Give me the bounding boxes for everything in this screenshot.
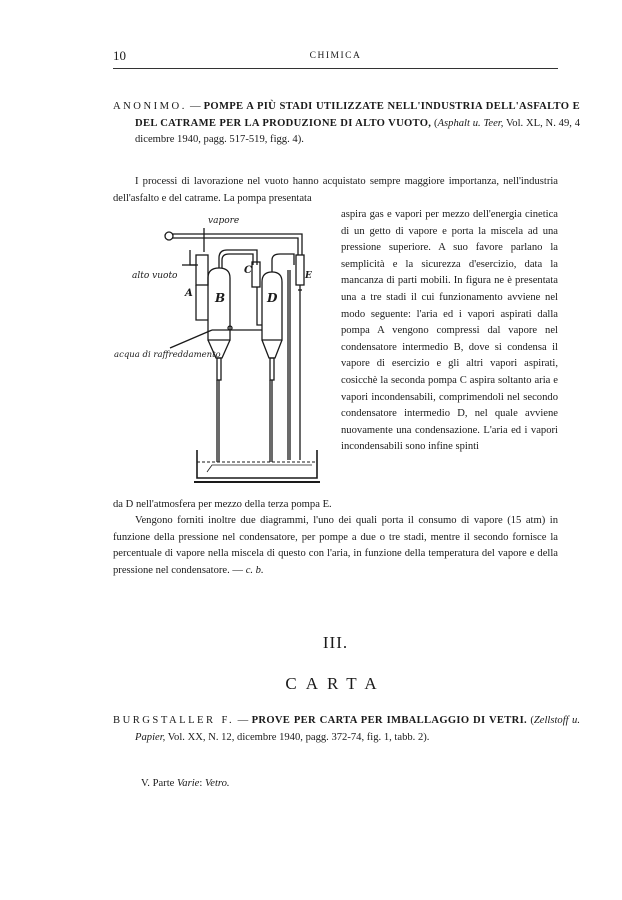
- label-d: D: [267, 291, 278, 305]
- label-alto-vuoto: alto vuoto: [132, 271, 178, 281]
- header-rule: [113, 68, 558, 69]
- pump-diagram: [112, 210, 337, 500]
- section-title: CARTA: [285, 674, 386, 693]
- entry2-author: BURGSTALLER F.: [113, 715, 235, 726]
- entry1-title: POMPE A PIÙ STADI UTILIZZATE NELL'INDUSTRIA DELL'ASFALTO E DEL CATRAME PER LA PRODUZIONE DI ALTO VUOTO,: [135, 101, 580, 129]
- note-prefix: V. Parte: [141, 778, 177, 789]
- entry1-journal: Asphalt u. Teer,: [437, 117, 504, 129]
- running-head: CHIMICA: [309, 51, 362, 61]
- label-a: A: [185, 288, 193, 299]
- entry1-ref-open: (: [434, 117, 438, 129]
- entry1-dash: —: [189, 101, 201, 112]
- entry1-paragraph-1-wrap: aspira gas e vapori per mezzo dell'energia cinetica di un getto di vapore e porta la miscela ad una pressione superiore. A suo favore parlano la semplicità e la sicurezza d'esercizio, data la mancanza di parti mobili. In figura ne è presentata una a tre stadi il cui funzionamento avviene nel modo seguente: l'aria ed i vapori aspirati dalla pompa A vengono compressi dal vapore nel condensatore intermedio B, dove si condensa il vapore di esercizio e gli altri vapori aspirati, cosicchè la seconda pompa C aspira soltanto aria e vapori incondensabili, comprimendoli nel secondo condensatore intermedio D, nel quale avviene nuovamente una condensazione. L'aria ed i vapori incondensabili sono infine spinti: [341, 209, 558, 453]
- entry1-paragraph-2: [113, 513, 558, 579]
- entry1-heading: [113, 99, 580, 149]
- entry2-ref-open: (: [530, 715, 534, 726]
- entry2-ref-rest: Vol. XX, N. 12, dicembre 1940, pagg. 372-74, fig. 1, tabb. 2).: [165, 731, 430, 743]
- label-acqua-raffreddamento: acqua di raffreddamento: [114, 350, 221, 360]
- entry1-paragraph-1-end: da D nell'atmosfera per mezzo della terza pompa E.: [113, 499, 332, 510]
- entry2-dash: —: [237, 715, 249, 726]
- entry1-paragraph-1: I processi di lavorazione nel vuoto hanno acquistato sempre maggiore importanza, nell'industria dell'asfalto e del catrame. La pompa presentata: [113, 176, 558, 204]
- note-varie: Varie: [177, 778, 200, 789]
- entry2-heading: [113, 713, 580, 746]
- entry1-signature: c. b.: [245, 564, 264, 576]
- entry1-author: ANONIMO.: [113, 101, 187, 112]
- entry1-ref-rest: Vol. XL, N. 49, 4 dicembre 1940, pagg. 517-519, figg. 4).: [135, 117, 580, 146]
- pump-figure: [112, 210, 337, 500]
- entry1-paragraph-2-text: Vengono forniti inoltre due diagrammi, l'uno dei quali porta il consumo di vapore (15 atm) in funzione della pressione nel condensatore, per pompe a due o tre stadi, mentre il secondo fornisce la percentuale di vapore nella miscela di questo con l'aria, in funzione della temperatura del vapore e della pressione nel condensatore. —: [113, 515, 558, 576]
- page-number: 10: [113, 48, 126, 63]
- label-c: C: [244, 265, 252, 276]
- entry2-title: PROVE PER CARTA PER IMBALLAGGIO DI VETRI.: [251, 715, 527, 726]
- label-e: E: [305, 271, 312, 281]
- note-vetro: Vetro.: [204, 778, 230, 789]
- section-number: III.: [322, 633, 349, 652]
- label-b: B: [215, 291, 226, 305]
- note-colon: :: [199, 778, 205, 789]
- page-header: [113, 48, 558, 68]
- entry2-cross-reference: [113, 776, 558, 793]
- entry2-journal: Zellstoff u. Papier,: [135, 715, 580, 743]
- label-vapore: vapore: [208, 216, 240, 226]
